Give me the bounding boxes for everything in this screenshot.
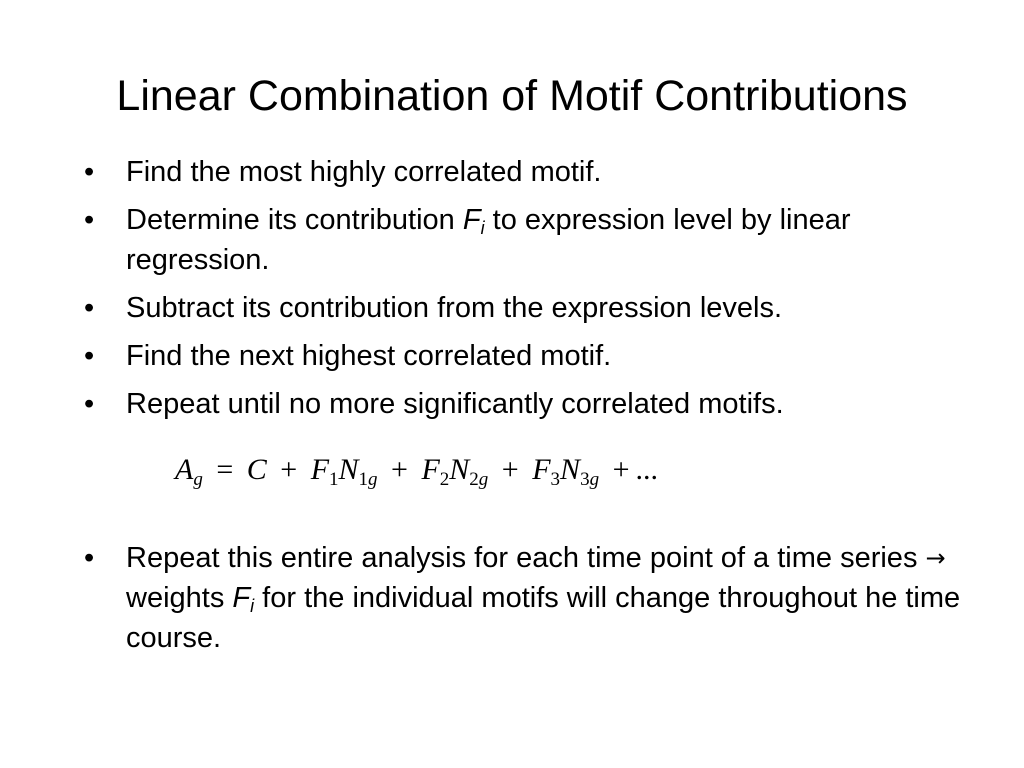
bullet-item-4 [84,336,964,376]
subscript-i: i [480,218,485,238]
bullet-list [84,152,964,432]
eq-plus: + [612,453,630,486]
eq-a: A [175,453,194,486]
eq-n2: N [449,453,470,486]
eq-f2-sub: 2 [439,469,450,490]
bullet-marker: • [84,204,95,236]
subscript-i: i [250,596,255,616]
eq-n1-sub-var: g [368,469,378,490]
bullet-marker: • [84,388,95,420]
eq-n3-sub-var: g [589,469,600,490]
regression-equation [175,448,658,492]
bullet-item-2 [84,200,964,280]
eq-c: C [246,453,267,486]
bullet-text-pre: Determine its contribution [126,204,463,236]
bullet-item-5 [84,384,964,424]
bullet-text: Find the most highly correlated motif. [126,156,602,188]
slide-title: Linear Combination of Motif Contributions [116,72,908,120]
bullet-item-6 [84,538,964,658]
bullet-text-pre: Repeat this entire analysis for each time point of a time series [126,542,926,574]
bullet-marker: • [84,292,95,324]
variable-f: F [232,582,251,614]
bullet-text-post: to expression level by linear regression. [126,204,851,276]
eq-n2-sub-var: g [478,469,489,490]
eq-f1-sub: 1 [329,469,339,490]
final-bullet-list [84,538,964,666]
right-arrow-icon: → [925,544,946,572]
eq-equals: = [216,453,234,486]
eq-n1-sub-num: 1 [358,469,369,490]
eq-n3-sub-num: 3 [580,469,590,490]
eq-f3-sub: 3 [550,469,561,490]
eq-a-sub: g [193,469,203,490]
eq-n3: N [560,453,581,486]
eq-ellipsis: ... [635,453,658,486]
eq-plus: + [280,453,298,486]
variable-f: F [462,204,481,236]
bullet-marker: • [84,542,95,574]
bullet-text: Find the next highest correlated motif. [126,340,612,372]
eq-f1: F [310,453,330,486]
eq-n1: N [338,453,359,486]
eq-f3: F [532,453,551,486]
bullet-marker: • [84,156,95,188]
bullet-item-1 [84,152,964,192]
bullet-text-post: for the individual motifs will change throughout he time course. [126,582,961,654]
bullet-text: Subtract its contribution from the expression levels. [126,292,783,324]
bullet-item-3 [84,288,964,328]
eq-f2: F [421,453,440,486]
eq-plus: + [501,453,519,486]
bullet-text-mid: weights [126,582,233,614]
bullet-text: Repeat until no more significantly correlated motifs. [126,388,784,420]
eq-n2-sub-num: 2 [469,469,479,490]
bullet-marker: • [84,340,95,372]
eq-plus: + [391,453,408,486]
